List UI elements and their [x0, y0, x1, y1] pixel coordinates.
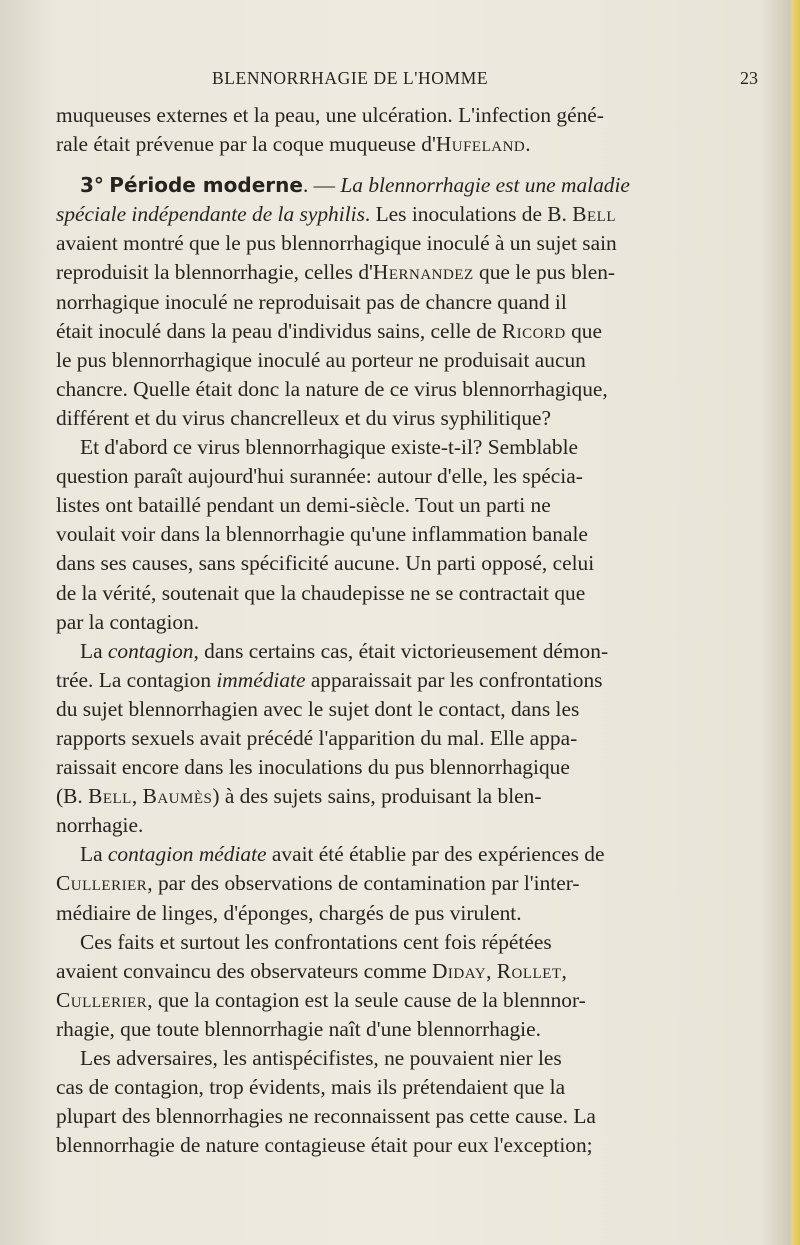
- text-line: chancre. Quelle était donc la nature de ce virus blennorrhagique,: [56, 376, 608, 401]
- author-name-ricord: Ricord: [501, 318, 566, 343]
- text-line: voulait voir dans la blennorrhagie qu'une inflammation banale: [56, 522, 588, 547]
- text-line: blennorrhagie de nature contagieuse était pour eux l'exception;: [56, 1133, 593, 1158]
- section-3-period-moderne: [56, 171, 770, 433]
- text-line: Cullerier, que la contagion est la seule cause de la blennnor-: [56, 987, 586, 1012]
- text-line: différent et du virus chancrelleux et du virus syphilitique?: [56, 405, 552, 430]
- text-line: avaient convaincu des observateurs comme Diday, Rollet,: [56, 958, 567, 983]
- text-line: (B. Bell, Baumès) à des sujets sains, produisant la blen-: [56, 784, 542, 809]
- author-name-hufeland: Hufeland: [435, 132, 526, 157]
- text-line: médiaire de linges, d'éponges, chargés de pus virulent.: [56, 900, 522, 925]
- text-line: spéciale indépendante de la syphilis. Les inoculations de B. Bell: [56, 202, 617, 227]
- text-line: muqueuses externes et la peau, une ulcération. L'infection géné-: [56, 103, 604, 127]
- paragraph-5: [56, 928, 770, 1044]
- author-name-bell: Bell: [88, 784, 132, 809]
- text-line: question paraît aujourd'hui surannée: autour d'elle, les spécia-: [56, 464, 583, 489]
- author-name-hernandez: Hernandez: [372, 260, 474, 285]
- text-line: de la vérité, soutenait que la chaudepisse ne se contractait que: [56, 580, 586, 605]
- text-line: par la contagion.: [56, 609, 200, 634]
- text-line: du sujet blennorrhagien avec le sujet dont le contact, dans les: [56, 696, 580, 721]
- author-name-bell: Bell: [572, 202, 617, 227]
- text-line: était inoculé dans la peau d'individus sains, celle de Ricord que: [56, 318, 602, 343]
- paragraph-2: [56, 433, 770, 637]
- section-heading-line: 3° Période moderne. — La blennorrhagie est une maladie: [80, 173, 630, 198]
- text-line: raissait encore dans les inoculations du pus blennorrhagique: [56, 755, 570, 780]
- section-subtitle: La blennorrhagie est une maladie: [340, 173, 630, 198]
- text-line: rhagie, que toute blennorrhagie naît d'une blennorrhagie.: [56, 1016, 541, 1041]
- text-line: le pus blennorrhagique inoculé au porteur ne produisait aucun: [56, 347, 586, 372]
- section-heading: Période moderne: [109, 173, 303, 198]
- paragraph-3: [56, 637, 770, 841]
- body-text: [56, 101, 770, 1160]
- author-name-cullerier: Cullerier: [56, 871, 148, 896]
- text-line: avaient montré que le pus blennorrhagique inoculé à un sujet sain: [56, 231, 617, 256]
- text-line: Les adversaires, les antispécifistes, ne pouvaient nier les: [80, 1046, 562, 1070]
- text-line: plupart des blennorrhagies ne reconnaissent pas cette cause. La: [56, 1104, 596, 1129]
- text-line: Cullerier, par des observations de contamination par l'inter-: [56, 871, 580, 896]
- paragraph-6: [56, 1044, 770, 1160]
- text-line: norrhagique inoculé ne reproduisait pas de chancre quand il: [56, 289, 567, 314]
- text-line: cas de contagion, trop évidents, mais ils prétendaient que la: [56, 1075, 566, 1100]
- running-title: BLENNORRHAGIE DE L'HOMME: [212, 68, 489, 88]
- author-name-baumes: Baumès: [142, 784, 213, 809]
- text-line: listes ont bataillé pendant un demi-siècle. Tout un parti ne: [56, 493, 551, 518]
- paragraph-4: [56, 840, 770, 927]
- author-name-rollet: Rollet: [496, 958, 562, 983]
- text-line: La contagion médiate avait été établie par des expériences de: [80, 842, 605, 867]
- author-name-cullerier: Cullerier: [56, 987, 148, 1012]
- page-number: 23: [740, 68, 758, 88]
- author-name-diday: Diday: [431, 958, 487, 983]
- text-line: Et d'abord ce virus blennorrhagique existe-t-il? Semblable: [80, 435, 579, 460]
- text-line: La contagion, dans certains cas, était victorieusement démon-: [80, 638, 609, 663]
- text-line: dans ses causes, sans spécificité aucune. Un parti opposé, celui: [56, 551, 595, 576]
- text-line: norrhagie.: [56, 813, 144, 838]
- text-line: Ces faits et surtout les confrontations cent fois répétées: [80, 929, 552, 954]
- text-line: rapports sexuels avait précédé l'apparition du mal. Elle appa-: [56, 725, 578, 750]
- paragraph-1: [56, 101, 770, 159]
- page-header: [0, 68, 800, 92]
- section-number: 3°: [80, 173, 104, 198]
- text-line: rale était prévenue par la coque muqueuse d'Hufeland.: [56, 132, 531, 157]
- text-line: reproduisit la blennorrhagie, celles d'Hernandez que le pus blen-: [56, 260, 616, 285]
- text-line: trée. La contagion immédiate apparaissait par les confrontations: [56, 667, 603, 692]
